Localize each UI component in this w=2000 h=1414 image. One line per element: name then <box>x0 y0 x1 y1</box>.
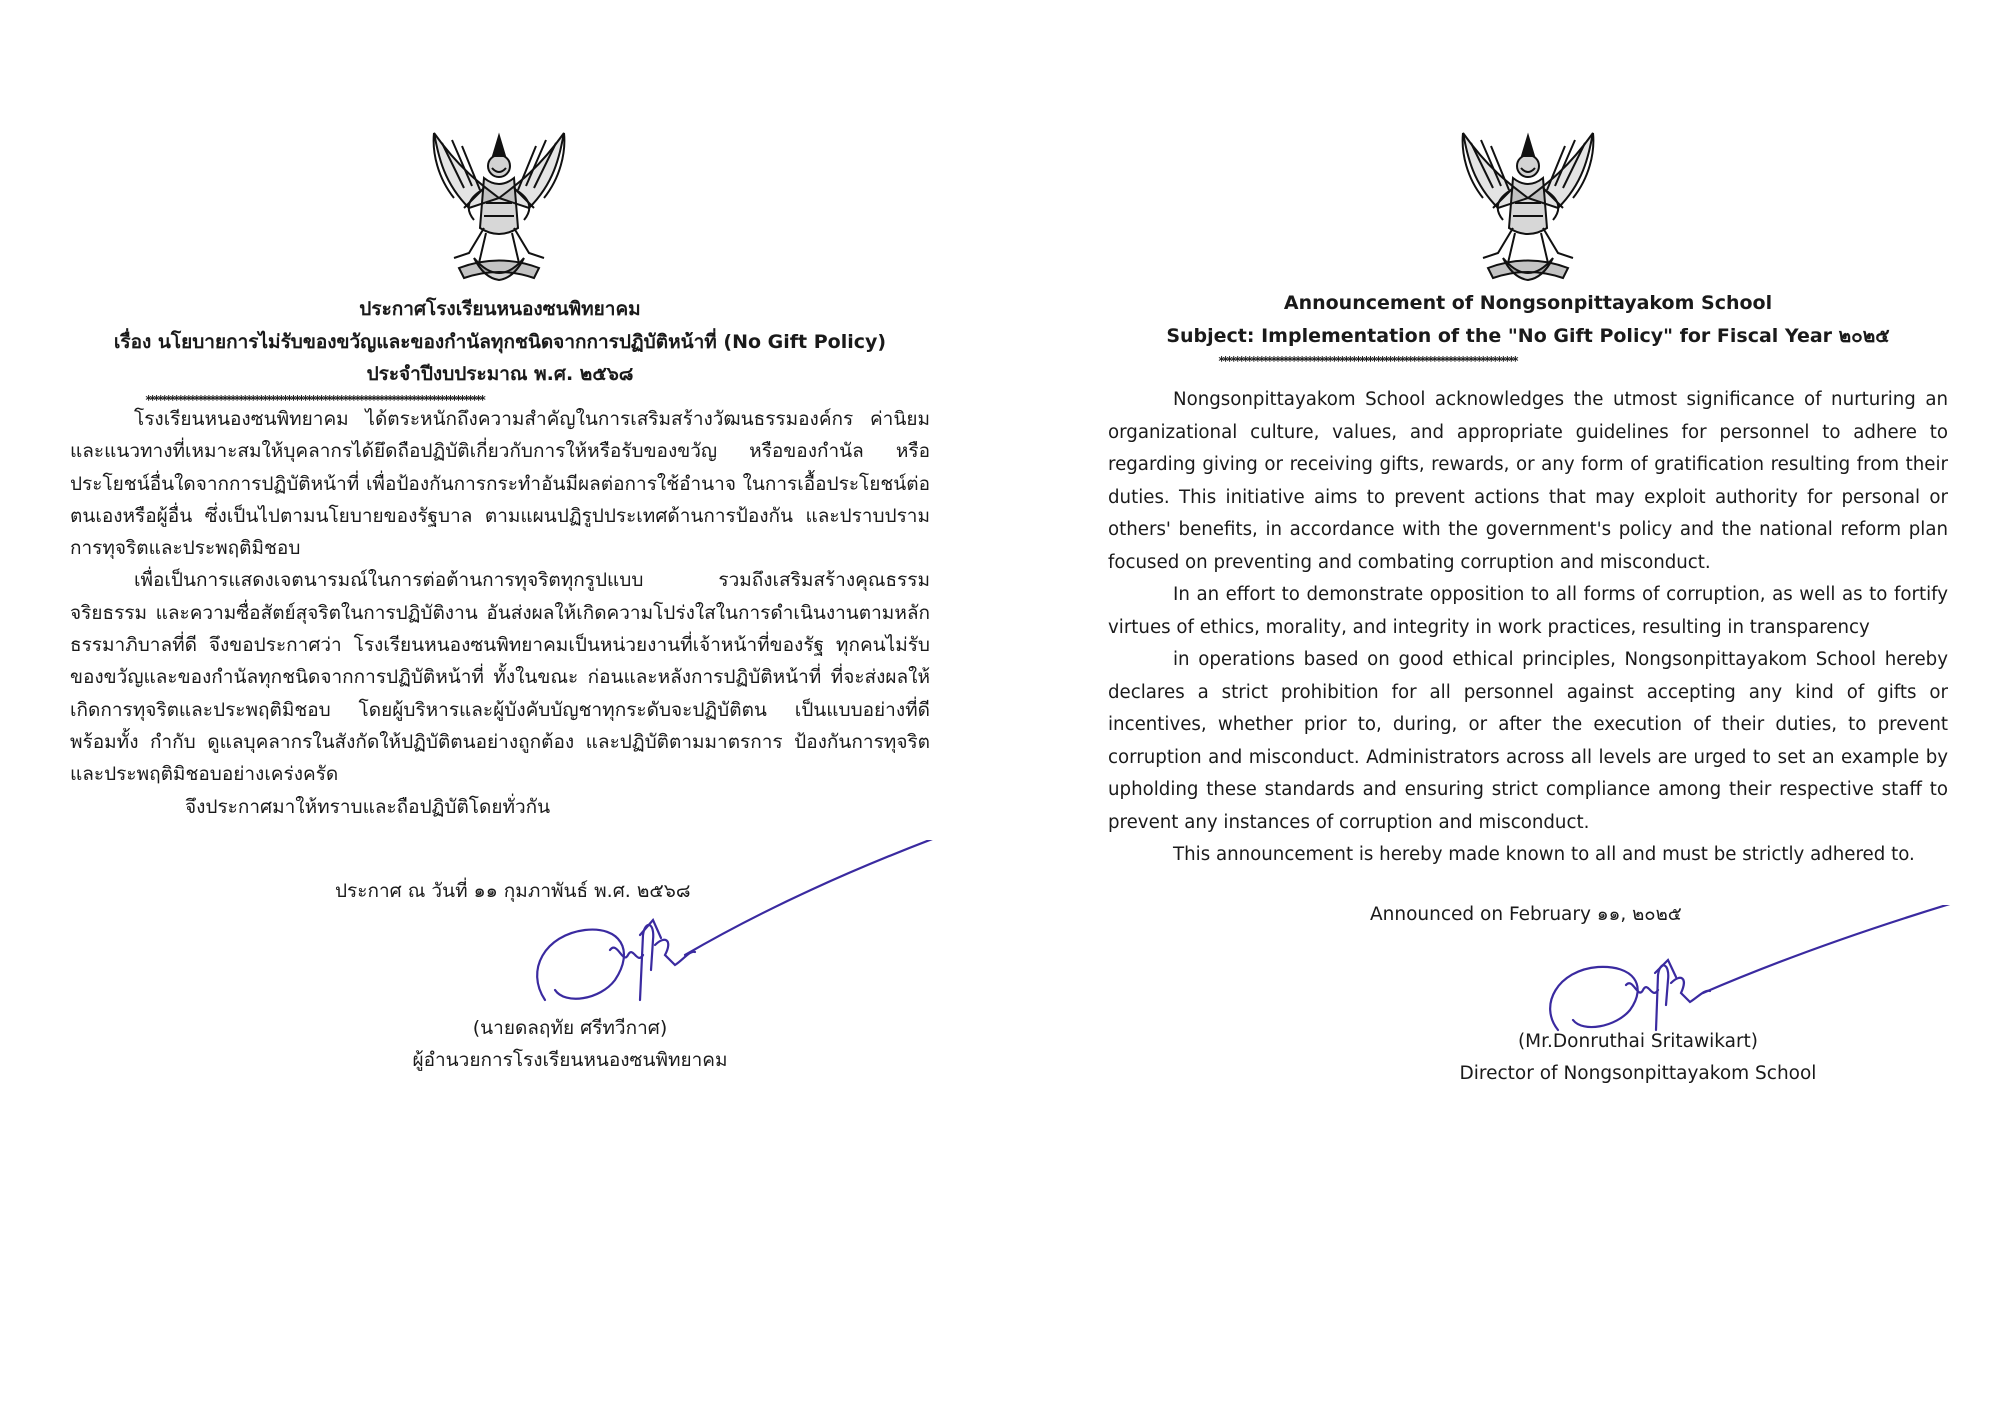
closing-line: จึงประกาศมาให้ทราบและถือปฏิบัติโดยทั่วกัน <box>185 795 551 818</box>
paragraph: In an effort to demonstrate opposition to all forms of corruption, as well as to fortify virtues of ethics, morality, and integrity in work practices, resulting in transparency <box>1108 584 1948 638</box>
garuda-emblem-icon <box>1453 128 1603 292</box>
signer-name: (Mr.Donruthai Sritawikart) <box>1517 1031 1759 1052</box>
closing-line: This announcement is hereby made known to all and must be strictly adhered to. <box>1173 844 1915 865</box>
paragraph: Nongsonpittayakom School acknowledges the utmost significance of nurturing an organizational culture, values, and appropriate guidelines for personnel to adhere to regarding giving or receiving gifts, rewards, or any form of gratification resulting from their duties. This initiative aims to prevent actions that may exploit authority for personal or others' benefits, in accordance with the government's policy and the national reform plan focused on preventing and combating corruption and misconduct. <box>1108 389 1948 573</box>
announcement-title: Announcement of Nongsonpittayakom School <box>1283 292 1773 314</box>
announcement-subject: Subject: Implementation of the "No Gift Policy" for Fiscal Year ๒๐๒๕ <box>1166 324 1890 347</box>
separator: ************************************************************************************ <box>145 392 484 407</box>
announcement-subject: เรื่อง นโยบายการไม่รับของขวัญและของกำนัลทุกชนิดจากการปฏิบัติหน้าที่ (No Gift Policy) <box>113 330 887 353</box>
garuda-emblem-icon <box>424 128 574 292</box>
signer-title: ผู้อำนวยการโรงเรียนหนองซนพิทยาคม <box>412 1049 728 1071</box>
paragraph: in operations based on good ethical principles, Nongsonpittayakom School hereby declares a strict prohibition for all personnel against accepting any kind of gifts or incentives, whether prior to, during, or after the execution of their duties, to prevent corruption and misconduct. Administrators across all levels are urged to set an example by upholding these standards and ensuring strict compliance among their respective staff to prevent any instances of corruption and misconduct. <box>1108 649 1948 833</box>
paragraph: โรงเรียนหนองซนพิทยาคม ได้ตระหนักถึงความสำคัญในการเสริมสร้างวัฒนธรรมองค์กร ค่านิยม และแนวทางที่เหมาะสมให้บุคลากรได้ยึดถือปฏิบัติเกี่ยวกับการให้หรือรับของขวัญ หรือของกำนัล หรือประโยชน์อื่นใดจากการปฏิบัติหน้าที่ เพื่อป้องกันการกระทำอันมีผลต่อการใช้อำนาจ ในการเอื้อประโยชน์ต่อตนเองหรือผู้อื่น ซึ่งเป็นไปตามนโยบายของรัฐบาล ตามแผนปฏิรูปประเทศด้านการป้องกัน และปราบปรามการทุจริตและประพฤติมิชอบ <box>70 408 930 560</box>
heading-block <box>1108 287 1948 370</box>
announcement-body <box>1108 384 1948 872</box>
fiscal-year: ประจำปีงบประมาณ พ.ศ. ๒๕๖๘ <box>366 363 634 385</box>
announcement-date: ประกาศ ณ วันที่ ๑๑ กุมภาพันธ์ พ.ศ. ๒๕๖๘ <box>335 880 691 902</box>
signer-name: (นายดลฤทัย ศรีทวีกาศ) <box>472 1017 668 1039</box>
separator: ************************************************************************** <box>1218 354 1516 368</box>
announcement-date: Announced on February ๑๑, ๒๐๒๕ <box>1370 904 1682 925</box>
announcement-body <box>70 403 930 823</box>
signer-title: Director of Nongsonpittayakom School <box>1459 1063 1817 1084</box>
paragraph: เพื่อเป็นการแสดงเจตนารมณ์ในการต่อต้านการทุจริตทุกรูปแบบ รวมถึงเสริมสร้างคุณธรรม จริยธรรม และความซื่อสัตย์สุจริตในการปฏิบัติงาน อันส่งผลให้เกิดความโปร่งใสในการดำเนินงานตามหลัก ธรรมาภิบาลที่ดี จึงขอประกาศว่า โรงเรียนหนองซนพิทยาคมเป็นหน่วยงานที่เจ้าหน้าที่ของรัฐ ทุกคนไม่รับของขวัญและของกำนัลทุกชนิดจากการปฏิบัติหน้าที่ ทั้งในขณะ ก่อนและหลังการปฏิบัติหน้าที่ ที่จะส่งผลให้เกิดการทุจริตและประพฤติมิชอบ โดยผู้บริหารและผู้บังคับบัญชาทุกระดับจะปฏิบัติตน เป็นแบบอย่างที่ดี พร้อมทั้ง กำกับ ดูแลบุคลากรในสังกัดให้ปฏิบัติตนอย่างถูกต้อง และปฏิบัติตามมาตรการ ป้องกันการทุจริตและประพฤติมิชอบอย่างเคร่งครัด <box>70 569 930 786</box>
handwritten-signature <box>1538 905 1958 1049</box>
heading-block <box>70 293 930 409</box>
handwritten-signature <box>525 840 945 1024</box>
announcement-title: ประกาศโรงเรียนหนองซนพิทยาคม <box>359 298 641 320</box>
